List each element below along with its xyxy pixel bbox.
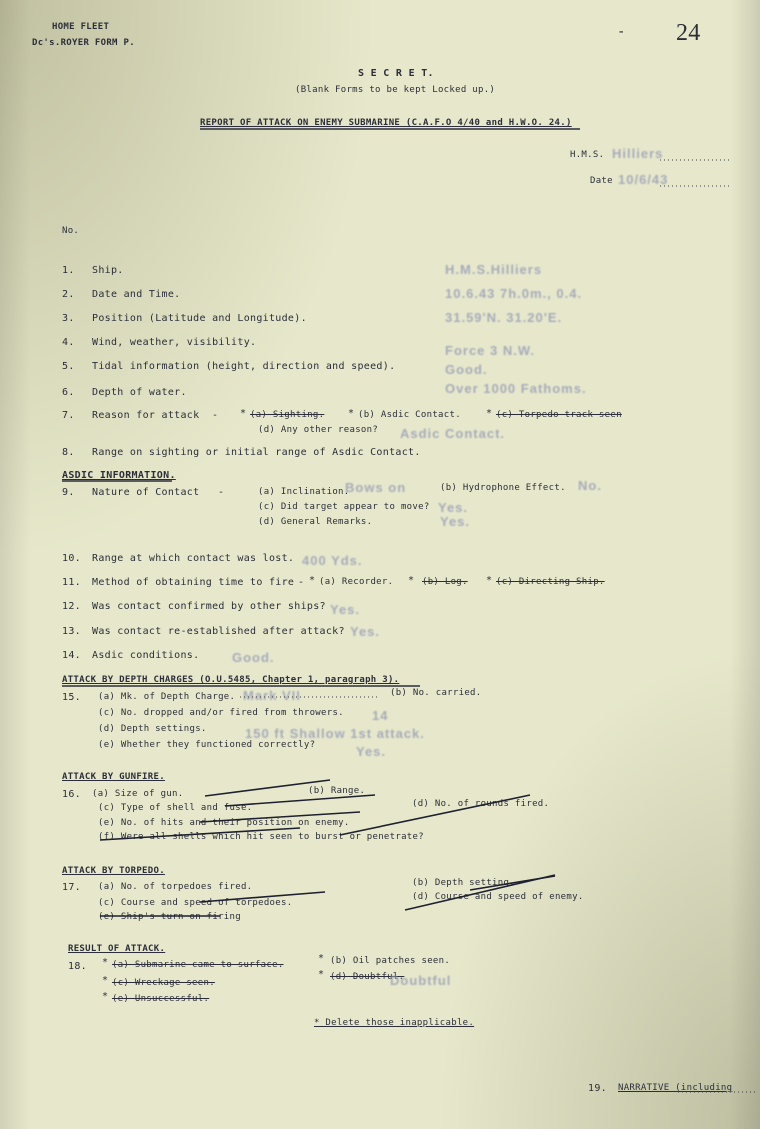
hms-value: Hilliers	[612, 146, 664, 161]
item-16-option-f: (f) Were all shells which hit seen to burst or penetrate?	[98, 832, 424, 842]
item-12-answer: Yes.	[330, 602, 361, 617]
item-12-num: 12.	[62, 601, 81, 612]
item-10-answer: 400 Yds.	[302, 553, 363, 568]
item-5b-answer: Good.	[445, 362, 488, 377]
item-18-star-e: *	[102, 991, 109, 1002]
item-4-num: 4.	[62, 337, 75, 348]
fleet-label: HOME FLEET	[52, 22, 110, 32]
item-6-num: 6.	[62, 387, 75, 398]
form-label: Dc's.ROYER FORM P.	[32, 38, 135, 48]
item-7-answer: Asdic Contact.	[400, 426, 506, 441]
item-7-option-a: (a) Sighting.	[250, 410, 325, 420]
item-16-num: 16.	[62, 789, 81, 800]
item-7-option-b: (b) Asdic Contact.	[358, 410, 461, 420]
item-18-star-b: *	[318, 953, 325, 964]
item-1-answer: H.M.S.Hilliers	[445, 262, 543, 277]
item-7-dash: -	[212, 410, 219, 421]
item-7-option-d: (d) Any other reason?	[258, 425, 379, 435]
item-17-option-e: (e) Ship's turn on firing	[98, 912, 241, 922]
item-11-star-b: *	[408, 575, 415, 586]
item-5-num: 5.	[62, 361, 75, 372]
item-18-star-c: *	[102, 975, 109, 986]
gunfire-heading: ATTACK BY GUNFIRE.	[62, 772, 165, 782]
item-18-option-c: (c) Wreckage seen.	[112, 978, 215, 988]
item-10-num: 10.	[62, 553, 81, 564]
item-19-num: 19.	[588, 1083, 607, 1094]
item-16-option-c: (c) Type of shell and fuse.	[98, 803, 253, 813]
date-label: Date	[590, 176, 613, 186]
blank-forms-note: (Blank Forms to be kept Locked up.)	[295, 85, 496, 95]
item-18-d-answer: Doubtful	[390, 973, 452, 988]
item-14-num: 14.	[62, 650, 81, 661]
item-7-option-c: (c) Torpedo track seen	[496, 410, 622, 420]
item-9-d-answer: Yes.	[440, 514, 471, 529]
item-13-num: 13.	[62, 626, 81, 637]
result-heading: RESULT OF ATTACK.	[68, 944, 166, 954]
item-17-option-b: (b) Depth setting.	[412, 878, 515, 888]
item-10-label: Range at which contact was lost.	[92, 553, 295, 564]
item-11-option-c: (c) Directing Ship.	[496, 577, 605, 587]
item-18-option-d: (d) Doubtful.	[330, 972, 405, 982]
item-7-star-a: *	[240, 408, 247, 419]
item-11-star-a: *	[309, 575, 316, 586]
item-9-a-answer: Bows on	[345, 480, 407, 495]
item-8-num: 8.	[62, 447, 75, 458]
item-11-num: 11.	[62, 577, 81, 588]
item-9-label: Nature of Contact	[92, 487, 200, 498]
underlines	[62, 129, 583, 686]
item-9-b-answer: No.	[578, 478, 602, 493]
torpedo-heading: ATTACK BY TORPEDO.	[62, 866, 165, 876]
item-18-star-d: *	[318, 969, 325, 980]
item-1-num: 1.	[62, 265, 75, 276]
dotted-lines	[240, 160, 756, 1092]
item-15-option-b: (b) No. carried.	[390, 688, 482, 698]
item-9-option-a: (a) Inclination.	[258, 487, 350, 497]
depth-charges-heading: ATTACK BY DEPTH CHARGES (O.U.5485, Chapter 1, paragraph 3).	[62, 675, 400, 685]
item-5-answer: Force 3 N.W.	[445, 343, 536, 358]
item-17-num: 17.	[62, 882, 81, 893]
item-15-c-answer: 14	[372, 708, 389, 723]
item-11-star-c: *	[486, 575, 493, 586]
item-15-num: 15.	[62, 692, 81, 703]
item-9-option-c: (c) Did target appear to move?	[258, 502, 430, 512]
item-18-option-e: (e) Unsuccessful.	[112, 994, 210, 1004]
item-3-answer: 31.59'N. 31.20'E.	[445, 310, 563, 325]
header-dash: -	[617, 24, 626, 40]
item-11-dash: -	[298, 577, 305, 588]
item-15-d-answer: 150 ft Shallow 1st attack.	[245, 726, 425, 741]
no-label: No.	[62, 226, 80, 236]
item-9-c-answer: Yes.	[438, 500, 469, 515]
hms-label: H.M.S.	[570, 150, 605, 160]
item-1-label: Ship.	[92, 265, 124, 276]
item-13-label: Was contact re-established after attack?	[92, 626, 345, 637]
item-14-answer: Good.	[232, 650, 275, 665]
item-15-e-answer: Yes.	[356, 744, 387, 759]
item-11-label: Method of obtaining time to fire	[92, 577, 295, 588]
item-12-label: Was contact confirmed by other ships?	[92, 601, 326, 612]
item-16-option-a: (a) Size of gun.	[92, 789, 184, 799]
date-value: 10/6/43	[618, 172, 669, 187]
item-9-dash: -	[218, 487, 225, 498]
item-7-label: Reason for attack	[92, 410, 200, 421]
item-9-num: 9.	[62, 487, 75, 498]
item-15-a-answer: Mark VII	[243, 688, 301, 703]
item-2-answer: 10.6.43 7h.0m., 0.4.	[445, 286, 583, 301]
item-6-label: Depth of water.	[92, 387, 187, 398]
item-19-label: NARRATIVE (including	[618, 1083, 733, 1093]
delete-note: * Delete those inapplicable.	[314, 1018, 475, 1028]
item-18-option-b: (b) Oil patches seen.	[330, 956, 451, 966]
item-15-option-a: (a) Mk. of Depth Charge.	[98, 692, 236, 702]
item-11-option-b: (b) Log.	[422, 577, 468, 587]
item-11-option-a: (a) Recorder.	[319, 577, 394, 587]
item-13-answer: Yes.	[350, 624, 381, 639]
secret-heading: S E C R E T.	[358, 68, 434, 79]
item-16-option-e: (e) No. of hits and their position on enemy.	[98, 818, 350, 828]
item-9-option-d: (d) General Remarks.	[258, 517, 373, 527]
item-17-option-d: (d) Course and speed of enemy.	[412, 892, 584, 902]
item-15-option-c: (c) No. dropped and/or fired from throwers.	[98, 708, 344, 718]
item-17-option-a: (a) No. of torpedoes fired.	[98, 882, 253, 892]
item-18-option-a: (a) Submarine came to surface.	[112, 960, 284, 970]
asdic-heading: ASDIC INFORMATION.	[62, 470, 176, 481]
report-title: REPORT OF ATTACK ON ENEMY SUBMARINE (C.A.F.O 4/40 and H.W.O. 24.)	[200, 118, 572, 128]
item-16-option-b: (b) Range.	[308, 786, 366, 796]
page-number: 24	[676, 20, 701, 46]
item-17-option-c: (c) Course and speed of torpedoes.	[98, 898, 293, 908]
item-3-num: 3.	[62, 313, 75, 324]
item-4-label: Wind, weather, visibility.	[92, 337, 257, 348]
item-2-label: Date and Time.	[92, 289, 181, 300]
item-8-label: Range on sighting or initial range of Asdic Contact.	[92, 447, 421, 458]
item-16-option-d: (d) No. of rounds fired.	[412, 799, 550, 809]
item-6-answer: Over 1000 Fathoms.	[445, 381, 587, 396]
item-18-star-a: *	[102, 957, 109, 968]
item-7-star-b: *	[348, 408, 355, 419]
item-9-option-b: (b) Hydrophone Effect.	[440, 483, 566, 493]
item-7-star-c: *	[486, 408, 493, 419]
item-2-num: 2.	[62, 289, 75, 300]
item-15-option-d: (d) Depth settings.	[98, 724, 207, 734]
item-18-num: 18.	[68, 961, 87, 972]
item-5-label: Tidal information (height, direction and speed).	[92, 361, 396, 372]
item-3-label: Position (Latitude and Longitude).	[92, 313, 307, 324]
item-14-label: Asdic conditions.	[92, 650, 200, 661]
item-7-num: 7.	[62, 410, 75, 421]
strike-through-lines	[100, 780, 555, 916]
item-15-option-e: (e) Whether they functioned correctly?	[98, 740, 316, 750]
